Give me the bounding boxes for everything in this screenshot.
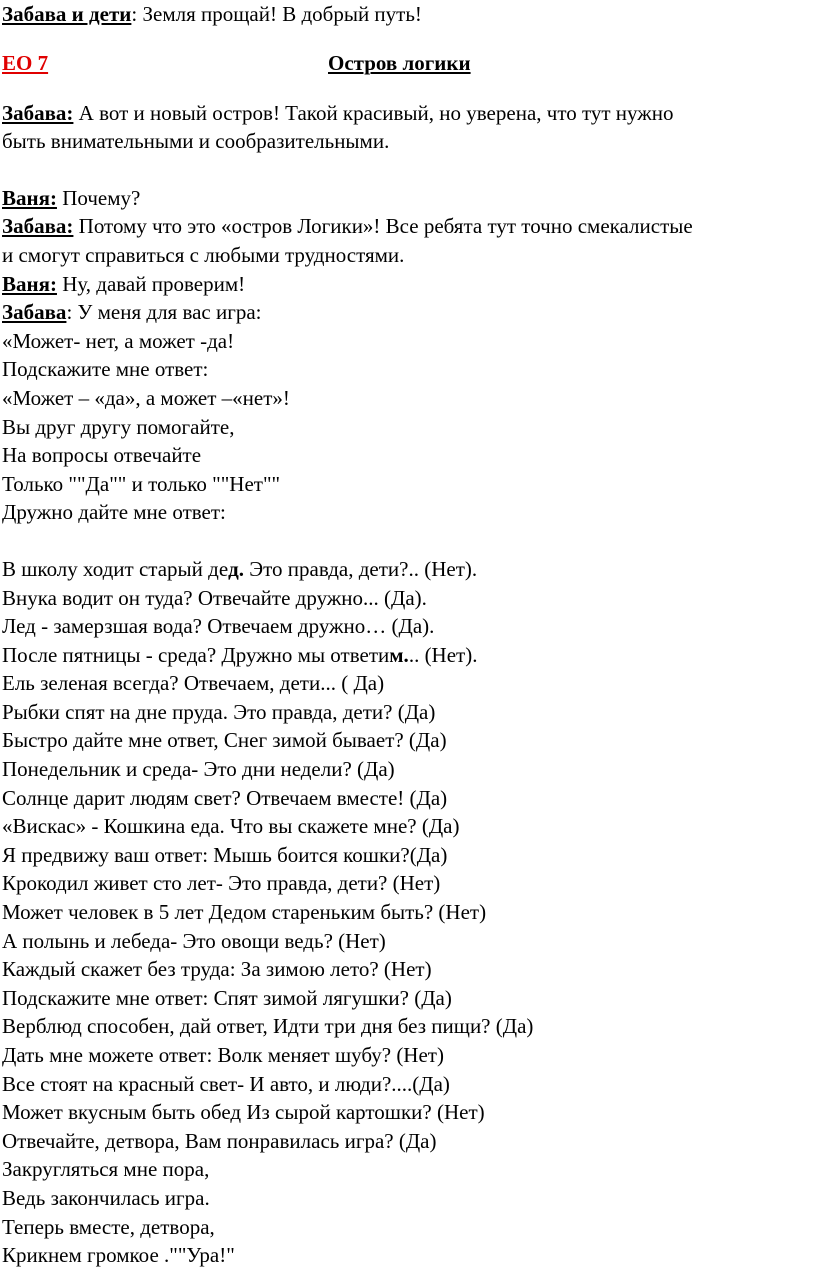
game-question-text-end: Это правда, дети?.. (Нет).: [244, 556, 478, 581]
dialogue-text: Почему?: [56, 185, 141, 210]
game-question-line: [2, 869, 814, 898]
section-title: Остров логики: [328, 50, 471, 75]
game-question-line: [2, 1070, 814, 1099]
game-question-line: [2, 927, 814, 956]
game-question-text: Я предвижу ваш ответ: Мышь боится кошки?(Да): [2, 842, 448, 867]
game-question-line: [2, 1213, 814, 1242]
game-question-line: [2, 1155, 814, 1184]
game-question-text: Теперь вместе, детвора,: [2, 1214, 215, 1239]
dialogue-text: Вы друг другу помогайте,: [2, 414, 235, 439]
game-question-text: Рыбки спят на дне пруда. Это правда, дети? (Да): [2, 699, 436, 724]
header-speaker: Забава и дети: [2, 2, 132, 26]
section-heading: [2, 49, 814, 77]
game-question-text: Отвечайте, детвора, Вам понравилась игра? (Да): [2, 1128, 437, 1153]
speaker-name: Забава: [2, 300, 67, 325]
game-question-text: Ведь закончилась игра.: [2, 1185, 210, 1210]
game-question-line: [2, 898, 814, 927]
dialogue-text: Дружно дайте мне ответ:: [2, 500, 226, 525]
game-question-line: [2, 555, 814, 584]
dialogue-line: [2, 413, 814, 442]
game-question-text: Каждый скажет без труда: За зимою лето? (Нет): [2, 957, 432, 982]
dialogue-line: [2, 498, 814, 527]
dialogue-text: Потому что это «остров Логики»! Все ребята тут точно смекалистые: [73, 214, 693, 239]
dialogue-line: [2, 384, 814, 413]
game-question-bold-text: д.: [228, 556, 245, 581]
game-question-text: Все стоят на красный свет- И авто, и люди?....(Да): [2, 1071, 450, 1096]
game-question-line: [2, 1241, 814, 1270]
game-question-text-end: .. (Нет).: [408, 642, 478, 667]
game-question-line: [2, 669, 814, 698]
game-question-text: Солнце дарит людям свет? Отвечаем вместе! (Да): [2, 785, 448, 810]
dialogue-line: [2, 270, 814, 299]
game-question-text: Закругляться мне пора,: [2, 1157, 210, 1182]
game-question-line: [2, 612, 814, 641]
game-question-line: [2, 984, 814, 1013]
game-question-text: Быстро дайте мне ответ, Снег зимой бывает? (Да): [2, 728, 447, 753]
game-question-text: После пятницы - среда? Дружно мы ответи: [2, 642, 390, 667]
game-question-text: Верблюд способен, дай ответ, Идти три дня без пищи? (Да): [2, 1014, 534, 1039]
speaker-name: Забава:: [2, 214, 74, 239]
dialogue-text: Ну, давай проверим!: [56, 271, 246, 296]
game-question-line: [2, 955, 814, 984]
game-question-text: Может вкусным быть обед Из сырой картошки? (Нет): [2, 1100, 485, 1125]
video-label: ЕО 7: [2, 50, 49, 75]
speaker-name: Ваня:: [2, 185, 57, 210]
game-question-line: [2, 1127, 814, 1156]
game-question-line: [2, 1184, 814, 1213]
game-question-text: Ель зеленая всегда? Отвечаем, дети... ( Да): [2, 671, 385, 696]
dialogue-line: [2, 441, 814, 470]
game-question-line: [2, 1041, 814, 1070]
game-question-line: [2, 784, 814, 813]
dialogue-line: [2, 212, 814, 241]
game-question-text: «Вискас» - Кошкина еда. Что вы скажете мне? (Да): [2, 814, 460, 839]
dialogue-text: и смогут справиться с любыми трудностями.: [2, 242, 405, 267]
game-question-text: Внука водит он туда? Отвечайте дружно... (Да).: [2, 585, 427, 610]
dialogue-text: Только ""Да"" и только ""Нет"": [2, 471, 281, 496]
speaker-name: Ваня:: [2, 271, 57, 296]
dialogue-line: [2, 355, 814, 384]
dialogue-text: Подскажите мне ответ:: [2, 357, 209, 382]
game-question-line: [2, 584, 814, 613]
game-question-line: [2, 755, 814, 784]
game-question-line: [2, 698, 814, 727]
game-question-bold-text: м.: [389, 642, 409, 667]
dialogue-line: [2, 327, 814, 356]
dialogue-line: [2, 470, 814, 499]
game-question-line: [2, 1012, 814, 1041]
game-question-text: В школу ходит старый де: [2, 556, 229, 581]
game-question-line: [2, 1098, 814, 1127]
game-question-text: Подскажите мне ответ: Спят зимой лягушки? (Да): [2, 985, 452, 1010]
game-question-text: Лед - замерзшая вода? Отвечаем дружно… (Да).: [2, 614, 435, 639]
game-question-line: [2, 641, 814, 670]
game-question-line: [2, 726, 814, 755]
game-question-text: Крокодил живет сто лет- Это правда, дети? (Нет): [2, 871, 441, 896]
dialogue-line: [2, 184, 814, 213]
game-question-text: Может человек в 5 лет Дедом стареньким быть? (Нет): [2, 900, 487, 925]
game-question-list: [2, 555, 814, 1270]
dialogue-text: : У меня для вас игра:: [66, 300, 262, 325]
game-question-line: [2, 841, 814, 870]
dialogue-line: [2, 241, 814, 270]
paragraph-gap: [2, 527, 814, 555]
dialogue-text: быть внимательными и сообразительными.: [2, 129, 390, 154]
paragraph-gap: [2, 156, 814, 184]
header-line: [2, 0, 814, 29]
dialogue-line: [2, 127, 814, 156]
game-question-text: Дать мне можете ответ: Волк меняет шубу? (Нет): [2, 1043, 444, 1067]
game-question-line: [2, 812, 814, 841]
document-page: [2, 0, 814, 1270]
dialogue-line: [2, 99, 814, 128]
dialogue-text: «Может – «да», а может –«нет»!: [2, 385, 290, 410]
header-text: : Земля прощай! В добрый путь!: [131, 2, 422, 26]
dialogue-text: «Может- нет, а может -да!: [2, 328, 235, 353]
speaker-name: Забава:: [2, 100, 74, 125]
dialogue-text: А вот и новый остров! Такой красивый, но уверена, что тут нужно: [73, 100, 674, 125]
game-question-text: Крикнем громкое .""Ура!": [2, 1243, 235, 1268]
game-question-text: Понедельник и среда- Это дни недели? (Да): [2, 757, 395, 782]
dialogue-text: На вопросы отвечайте: [2, 443, 202, 468]
game-question-text: А полынь и лебеда- Это овощи ведь? (Нет): [2, 928, 386, 953]
dialogue-line: [2, 298, 814, 327]
